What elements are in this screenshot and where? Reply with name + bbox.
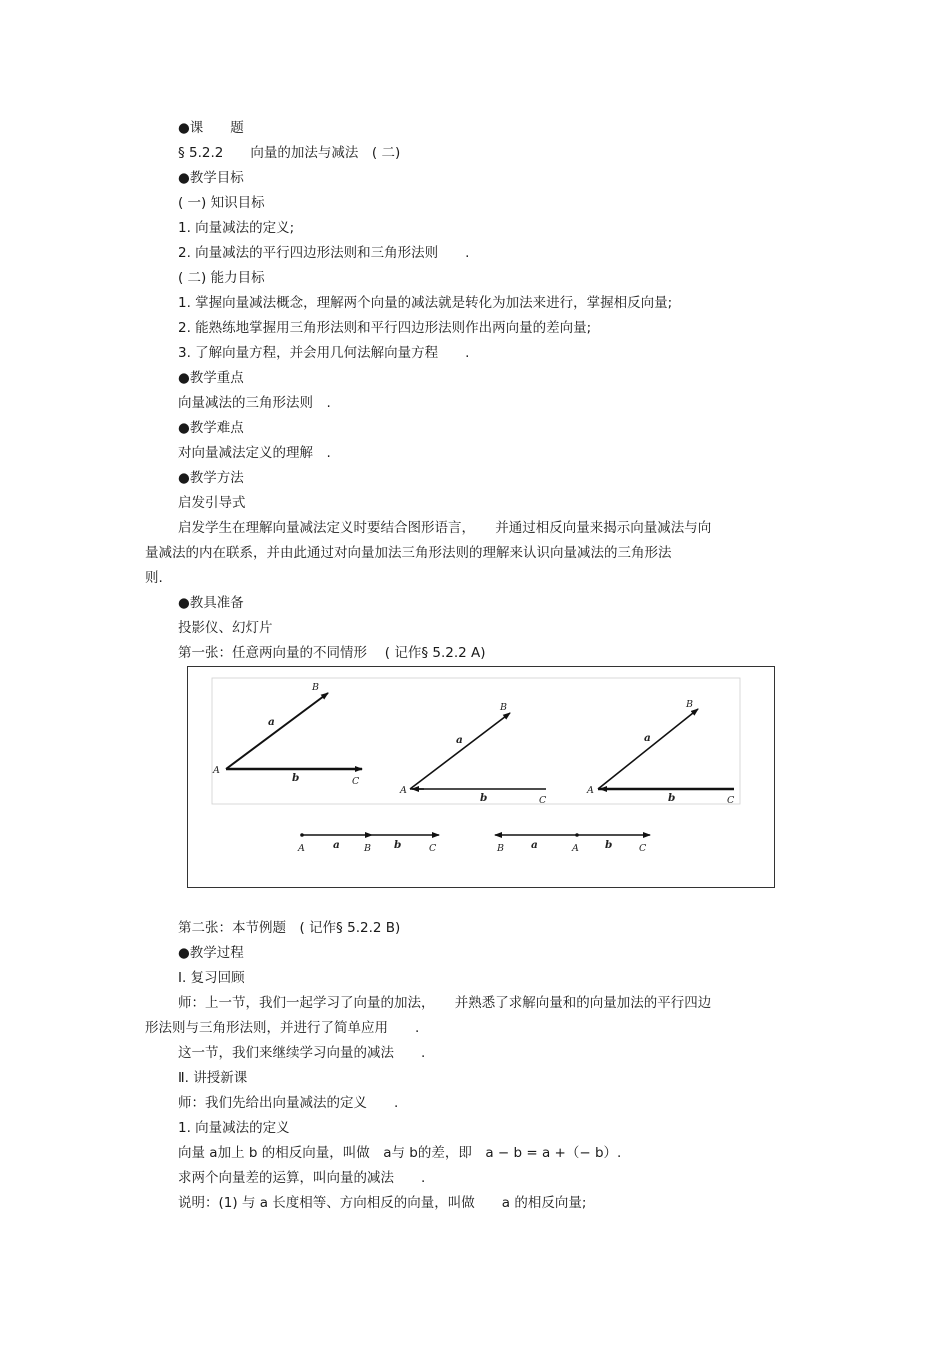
label-a: a xyxy=(268,716,275,728)
paragraph: 投影仪、幻灯片 xyxy=(178,620,273,636)
panel-2 xyxy=(399,702,547,806)
label-B: B xyxy=(364,843,371,854)
slide-caption: 第二张：本节例题 ( 记作§ 5.2.2 B) xyxy=(178,920,401,936)
label-a: a xyxy=(531,839,538,851)
vector-a-2 xyxy=(410,713,510,789)
heading-materials: ●教具准备 xyxy=(178,595,244,611)
label-B: B xyxy=(312,682,319,693)
vector-a-3 xyxy=(598,709,698,789)
panel-3 xyxy=(586,699,735,806)
subheading-knowledge: ( 一) 知识目标 xyxy=(178,195,265,211)
panel-1 xyxy=(212,682,362,787)
label-b: b xyxy=(480,792,488,804)
heading-key-point: ●教学重点 xyxy=(178,370,244,386)
slide-caption: 第一张：任意两向量的不同情形 ( 记作§ 5.2.2 A) xyxy=(178,645,486,661)
label-A: A xyxy=(400,785,407,796)
label-b: b xyxy=(605,839,613,851)
vector-diagram xyxy=(188,667,776,889)
list-item: 1. 掌握向量减法概念，理解两个向量的减法就是转化为加法来进行，掌握相反向量; xyxy=(178,295,673,311)
subheading-new-lesson: Ⅱ. 讲授新课 xyxy=(178,1070,248,1086)
heading-process: ●教学过程 xyxy=(178,945,244,961)
label-C: C xyxy=(429,843,437,854)
section-number: § 5.2.2 向量的加法与减法 ( 二) xyxy=(178,145,401,161)
label-a: a xyxy=(456,734,463,746)
list-item: 2. 能熟练地掌握用三角形法则和平行四边形法则作出两向量的差向量; xyxy=(178,320,592,336)
paragraph: 求两个向量差的运算，叫向量的减法 . xyxy=(178,1170,426,1186)
paragraph: 量减法的内在联系，并由此通过对向量加法三角形法则的理解来认识向量减法的三角形法 xyxy=(145,545,672,561)
collinear-same-direction xyxy=(297,833,439,854)
label-A: A xyxy=(587,785,594,796)
list-item: 1. 向量减法的定义; xyxy=(178,220,295,236)
label-B: B xyxy=(497,843,504,854)
vector-a-1 xyxy=(226,693,328,769)
collinear-opposite-direction xyxy=(495,833,650,854)
paragraph: 对向量减法定义的理解 . xyxy=(178,445,331,461)
label-C: C xyxy=(539,795,547,806)
label-a: a xyxy=(644,732,651,744)
label-A: A xyxy=(298,843,305,854)
label-b: b xyxy=(668,792,676,804)
heading-difficulty: ●教学难点 xyxy=(178,420,244,436)
label-C: C xyxy=(639,843,647,854)
subheading-ability: ( 二) 能力目标 xyxy=(178,270,265,286)
label-B: B xyxy=(500,702,507,713)
label-C: C xyxy=(352,776,360,787)
heading-objectives: ●教学目标 xyxy=(178,170,244,186)
label-a: a xyxy=(333,839,340,851)
paragraph: 则. xyxy=(145,570,163,586)
label-A: A xyxy=(213,765,220,776)
paragraph: 启发引导式 xyxy=(178,495,246,511)
label-A: A xyxy=(572,843,579,854)
subheading-review: Ⅰ. 复习回顾 xyxy=(178,970,245,986)
paragraph: 师：上一节，我们一起学习了向量的加法， 并熟悉了求解向量和的向量加法的平行四边 xyxy=(178,995,712,1011)
definition: 向量 a加上 b 的相反向量，叫做 a与 b的差，即 a − b = a +（− b）. xyxy=(178,1145,622,1161)
label-B: B xyxy=(686,699,693,710)
list-item: 3. 了解向量方程，并会用几何法解向量方程 . xyxy=(178,345,470,361)
label-C: C xyxy=(727,795,735,806)
paragraph: 这一节，我们来继续学习向量的减法 . xyxy=(178,1045,426,1061)
list-item: 1. 向量减法的定义 xyxy=(178,1120,290,1136)
paragraph: 启发学生在理解向量减法定义时要结合图形语言， 并通过相反向量来揭示向量减法与向 xyxy=(178,520,712,536)
heading-topic: ●课 题 xyxy=(178,120,244,136)
label-b: b xyxy=(292,772,300,784)
note: 说明：(1) 与 a 长度相等、方向相反的向量，叫做 a 的相反向量; xyxy=(178,1195,587,1211)
paragraph: 师：我们先给出向量减法的定义 . xyxy=(178,1095,399,1111)
paragraph: 向量减法的三角形法则 . xyxy=(178,395,331,411)
vector-figure xyxy=(187,666,775,888)
label-b: b xyxy=(394,839,402,851)
heading-method: ●教学方法 xyxy=(178,470,244,486)
list-item: 2. 向量减法的平行四边形法则和三角形法则 . xyxy=(178,245,470,261)
paragraph: 形法则与三角形法则，并进行了简单应用 . xyxy=(145,1020,420,1036)
